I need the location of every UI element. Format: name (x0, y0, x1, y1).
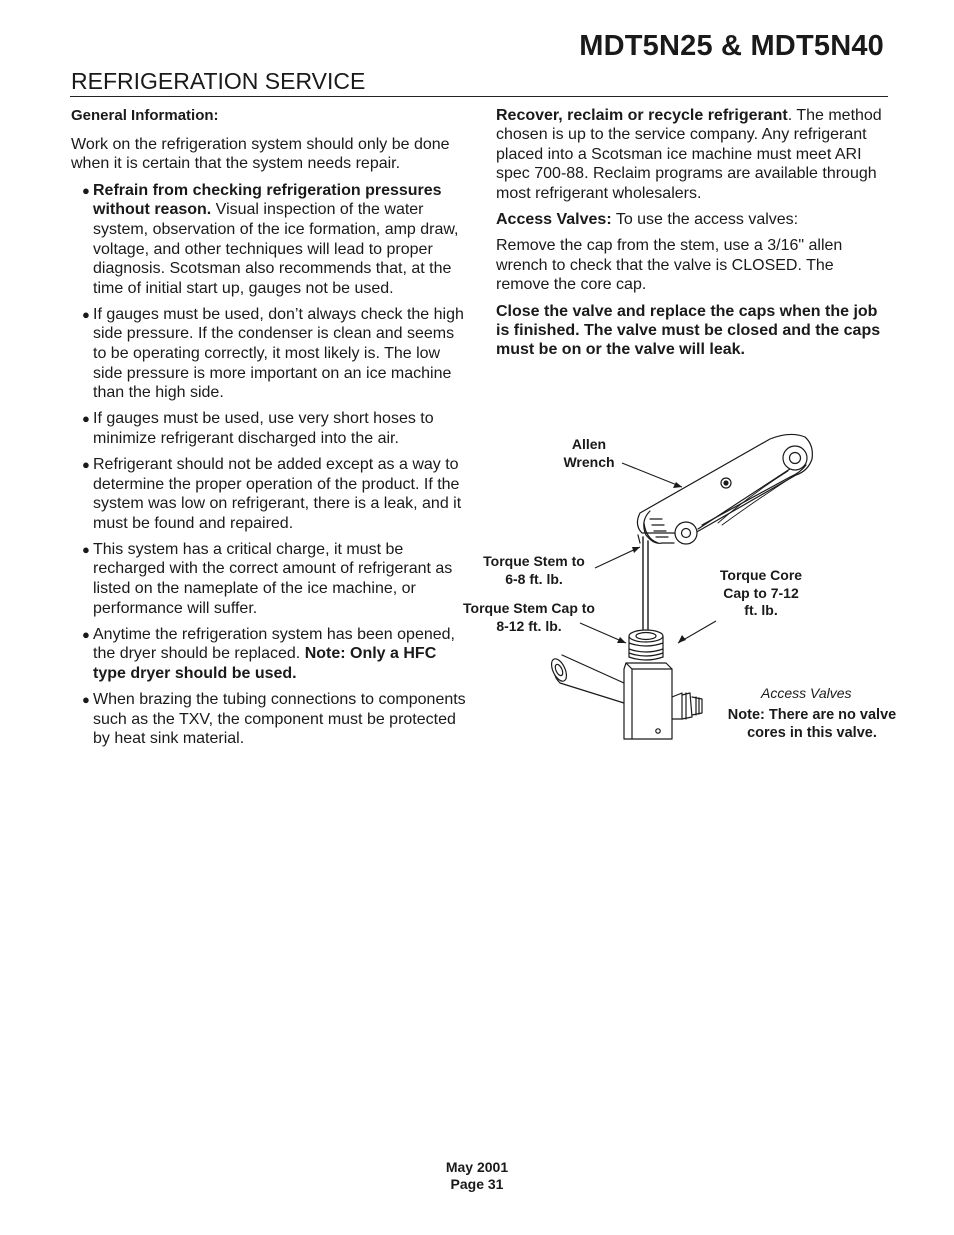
bullet-icon: ● (82, 411, 90, 427)
figure-note (712, 706, 912, 742)
bullet-text: This system has a critical charge, it must be recharged with the correct amount of refrigerant as listed on the nameplate of the ice machine, or performance will suffer. (93, 540, 453, 617)
recover-bold: Recover, reclaim or recycle refrigerant (496, 107, 788, 124)
leader-allen-wrench (622, 463, 682, 487)
footer-page-number: Page 31 (450, 1176, 504, 1192)
label-torque-stem-cap (452, 600, 606, 635)
label-stem-line1: Torque Stem to (483, 553, 585, 569)
list-item (71, 455, 466, 533)
note-line2: cores in this valve. (747, 725, 877, 741)
bullet-icon: ● (82, 692, 90, 708)
access-valves-text: To use the access valves: (611, 211, 799, 229)
bullet-text: Refrigerant should not be added except as a way to determine the proper operation of the product. If the system was low on refrigerant, there is a leak, and it must be found and repaired. (93, 456, 462, 532)
bullet-icon: ● (82, 306, 90, 322)
bullet-bold-note: Note: Only a HFC type dryer should be used. (93, 645, 437, 682)
note-line1: Note: There are no valve (727, 707, 897, 723)
page-footer (0, 1159, 954, 1193)
bullet-icon: ● (82, 182, 90, 198)
list-item (71, 540, 466, 618)
label-stem-line2: 6-8 ft. lb. (505, 570, 563, 587)
label-stemcap-line2: 8-12 ft. lb. (496, 617, 562, 634)
label-core-line1: Torque Core (719, 567, 803, 583)
intro-paragraph: Work on the refrigeration system should only be done when it is certain that the system needs repair. (71, 135, 450, 173)
access-valves-paragraph (496, 210, 891, 229)
model-title: MDT5N25 & MDT5N40 (579, 30, 884, 62)
bullet-text: If gauges must be used, don’t always check the high side pressure. If the condenser is clean and seems to be operating correctly, it most likely is. The low side pressure is more important on an ice machine than the high side. (93, 305, 464, 402)
label-torque-stem (469, 553, 599, 588)
header-rule (70, 96, 888, 97)
bullet-text: If gauges must be used, use very short hoses to minimize refrigerant discharged into the air. (93, 410, 434, 447)
label-allen-wrench (556, 436, 622, 471)
label-core-line3: ft. lb. (744, 602, 778, 618)
bullet-list (71, 181, 466, 749)
label-allen-line1: Allen (571, 436, 607, 452)
bullet-icon: ● (82, 541, 90, 557)
label-core-line2: Cap to 7-12 (723, 584, 799, 601)
label-allen-line2: Wrench (563, 453, 615, 470)
bullet-icon: ● (82, 457, 90, 472)
bullet-bold-text: Refrain from checking refrigeration pressures without reason. (93, 181, 442, 219)
access-valves-bold: Access Valves: (496, 211, 612, 229)
list-item (71, 181, 466, 299)
valve-body (624, 663, 672, 739)
list-item (71, 409, 466, 448)
list-item (71, 305, 466, 403)
bullet-icon: ● (82, 626, 90, 642)
warning-paragraph: Close the valve and replace the caps when the job is finished. The valve must be closed and the caps must be on or the valve will leak. (496, 302, 881, 359)
list-item (71, 625, 466, 684)
access-valve-figure (450, 425, 910, 765)
list-item (71, 690, 466, 749)
figure-caption: Access Valves (761, 685, 852, 701)
left-column (71, 106, 466, 755)
label-torque-core-cap (700, 567, 822, 620)
recover-paragraph (496, 106, 891, 203)
general-information-heading: General Information: (71, 107, 219, 124)
label-stemcap-line1: Torque Stem Cap to (463, 600, 595, 616)
recover-text: . The method chosen is up to the service company. Any refrigerant placed into a Scotsman ice machine must meet ARI spec 700-88. Reclaim programs are available through most refrigerant wholesalers. (496, 107, 882, 202)
footer-date: May 2001 (445, 1159, 509, 1175)
remove-cap-paragraph: Remove the cap from the stem, use a 3/16" allen wrench to check that the valve is CLOSED. The remove the core cap. (496, 237, 843, 294)
section-title: REFRIGERATION SERVICE (71, 68, 366, 94)
right-column (496, 106, 891, 367)
bullet-text: Visual inspection of the water system, observation of the ice formation, amp draw, voltage, and other techniques will lead to proper diagnosis. Scotsman also recommends that, at the time of initial start up, gauges not be used. (93, 201, 459, 297)
bullet-text: When brazing the tubing connections to components such as the TXV, the component must be protected by heat sink material. (93, 691, 466, 748)
bullet-text: Anytime the refrigeration system has been opened, the dryer should be replaced. (93, 625, 455, 663)
